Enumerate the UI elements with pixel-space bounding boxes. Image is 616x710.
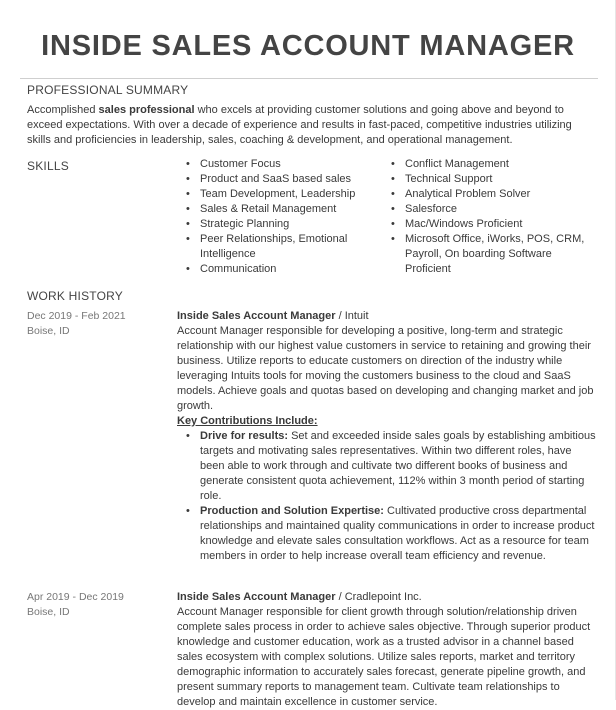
- summary-heading: PROFESSIONAL SUMMARY: [27, 83, 189, 97]
- summary-text-bold: sales professional: [98, 104, 195, 116]
- skill-item: • Strategic Planning: [186, 217, 361, 232]
- job-company: / Intuit: [335, 310, 369, 322]
- contribution-item: [177, 504, 597, 564]
- skills-right-column: [391, 157, 591, 277]
- key-contributions-label: Key Contributions Include:: [177, 415, 318, 427]
- resume-title: INSIDE SALES ACCOUNT MANAGER: [41, 30, 575, 62]
- summary-text: [27, 103, 582, 148]
- skill-item: • Mac/Windows Proficient: [391, 217, 591, 232]
- work-history-heading: WORK HISTORY: [27, 289, 123, 303]
- title-divider: [20, 78, 598, 79]
- skill-item: • Peer Relationships, Emotional Intelligence: [186, 232, 361, 262]
- skill-item: • Salesforce: [391, 202, 591, 217]
- skill-item: • Technical Support: [391, 172, 591, 187]
- contribution-lead: Drive for results:: [200, 430, 289, 442]
- job-title-role: Inside Sales Account Manager: [177, 591, 336, 603]
- skill-item: • Sales & Retail Management: [186, 202, 361, 217]
- skill-item: • Product and SaaS based sales: [186, 172, 361, 187]
- skill-item: • Analytical Problem Solver: [391, 187, 591, 202]
- skill-item: • Customer Focus: [186, 157, 361, 172]
- contribution-text: Cultivated productive cross departmental relationships and maintained quality communications in order to increase product knowledge and elevate sales consultation workflows. Act as a resource for team members in order to help increase overall team efficiency and revenue.: [200, 505, 595, 562]
- job-description: Account Manager responsible for developing a positive, long-term and strategic relationship with our highest value customers in service to retaining and growing their business. Utilize reports to educate customers on direction of the industry while leveraging Intuits tools for moving the customers business to the cloud and SaaS models. Achieve goals and quotas based on developing and changing market and job growth.: [177, 325, 594, 412]
- skill-item: • Microsoft Office, iWorks, POS, CRM, Payroll, On boarding Software Proficient: [391, 232, 591, 277]
- contributions-list: [177, 429, 597, 564]
- job-location: Boise, ID: [27, 606, 70, 618]
- skill-item: • Conflict Management: [391, 157, 591, 172]
- job-title-role: Inside Sales Account Manager: [177, 310, 336, 322]
- skill-item: • Communication: [186, 262, 361, 277]
- job-dates: Apr 2019 - Dec 2019: [27, 591, 124, 603]
- job-meta: [27, 309, 126, 339]
- job-company: / Cradlepoint Inc.: [335, 591, 422, 603]
- job-location: Boise, ID: [27, 325, 70, 337]
- job-entry: [177, 590, 597, 710]
- contribution-text: Set and exceeded inside sales goals by establishing ambitious targets and motivating sales representatives. Within two different roles, have been able to work through and cultivate two different books of business and generate consistent quota achievement, 112% within 3 month period of starting role.: [200, 430, 596, 502]
- job-title: [177, 309, 597, 324]
- skills-left-column: [186, 157, 361, 277]
- summary-text-start: Accomplished: [27, 104, 99, 116]
- summary-text-end: who excels at providing customer solutions and going above and beyond to exceed expectations. With over a decade of experience and results in fast-paced, competitive industries utilizing skills and proficiencies in leadership, sales, coaching & development, and operational management.: [27, 104, 572, 146]
- job-title: [177, 590, 597, 605]
- skill-item: • Team Development, Leadership: [186, 187, 361, 202]
- job-meta: [27, 590, 124, 620]
- job-entry: [177, 309, 597, 564]
- skills-heading: SKILLS: [27, 159, 69, 173]
- job-description: Account Manager responsible for client growth through solution/relationship driven complete sales process in order to achieve sales objective. Through superior product knowledge and customer education, work as a trusted advisor in a channel based sales ecosystem with complex solutions. Utilize sales reports, market and territory demographic information to accurately sales forecast, generate pipeline growth, and present summary reports to management team. Cultivate team relationships to develop and maintain excellence in customer service.: [177, 606, 591, 708]
- contribution-lead: Production and Solution Expertise:: [200, 505, 384, 517]
- contribution-item: [177, 429, 597, 504]
- job-dates: Dec 2019 - Feb 2021: [27, 310, 126, 322]
